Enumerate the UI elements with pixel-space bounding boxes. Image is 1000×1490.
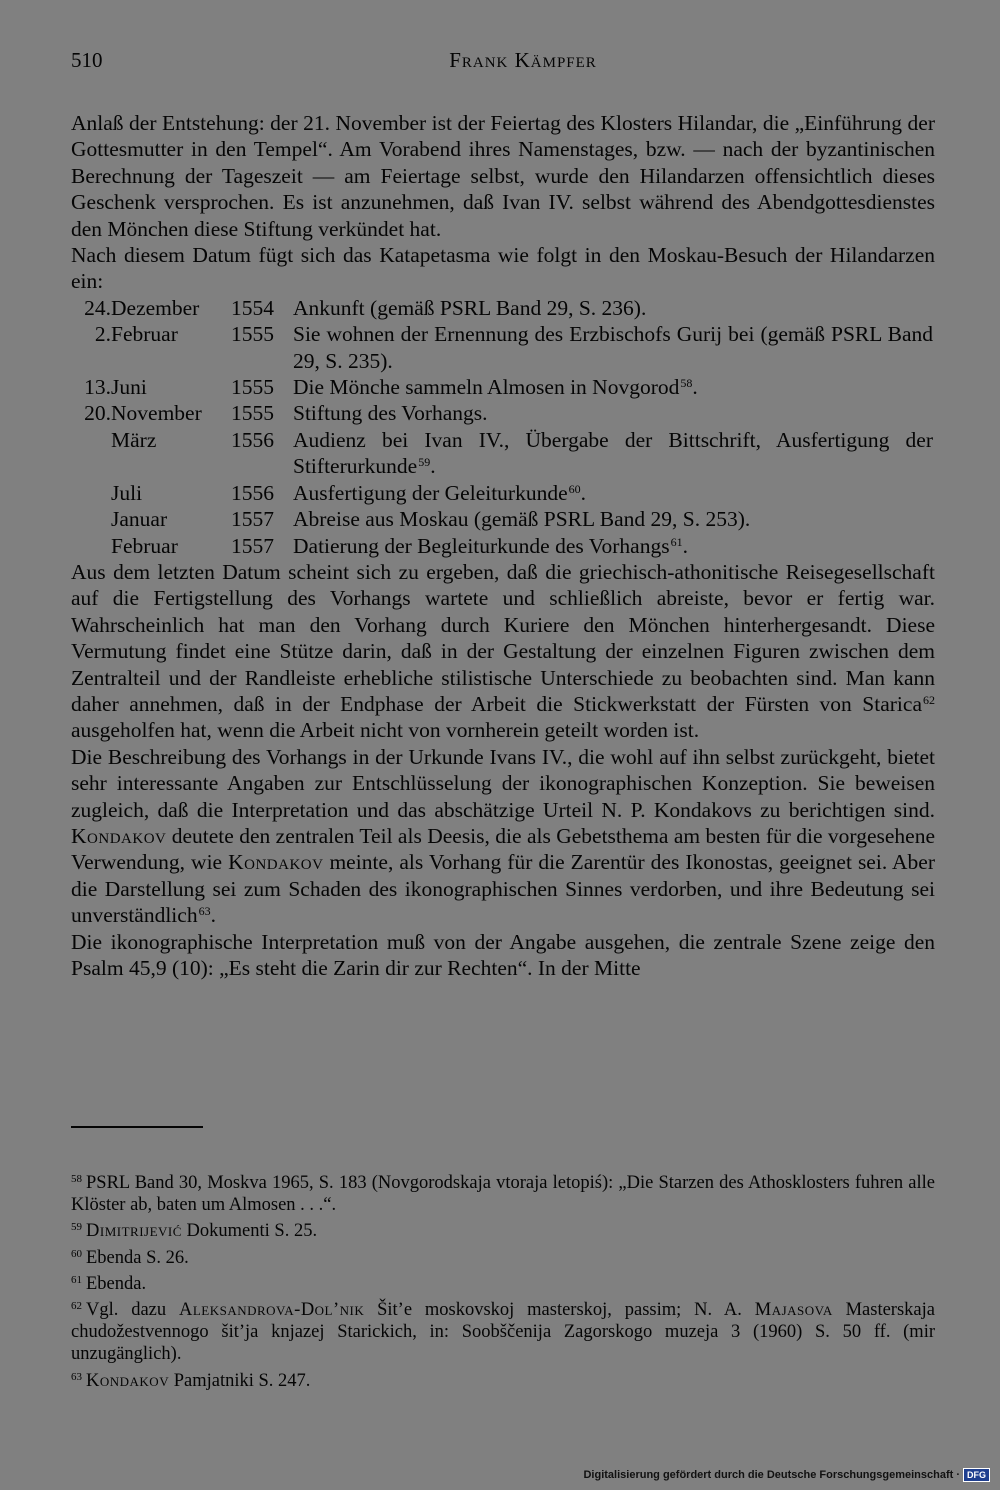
chronology-month: Juni bbox=[111, 375, 147, 400]
author-name: Kondakov bbox=[71, 823, 167, 848]
chronology-month: Januar bbox=[111, 507, 168, 532]
footnote-ref-58[interactable]: 58 bbox=[680, 376, 693, 391]
paragraph-4-text-cont: deutete den zentralen Teil als Deesis, die als Gebetsthema am besten für die vorgesehene Verwendung, wie bbox=[71, 823, 935, 875]
footnote-text: Ebenda. bbox=[86, 1273, 147, 1294]
footnote-ref-60[interactable]: 60 bbox=[568, 481, 581, 496]
chronology-year: 1557 bbox=[231, 507, 274, 532]
chronology-year: 1555 bbox=[231, 322, 274, 347]
chronology-table bbox=[71, 295, 933, 559]
footnote-text: Masterskaja chudožestvennogo šit’ja knjazej Starickich, in: Soobščenija Zagorskogo muzeja 3 (1960) S. 50 ff. (mir unzugänglich). bbox=[71, 1300, 935, 1365]
footnote-ref-61[interactable]: 61 bbox=[670, 534, 683, 549]
chronology-event bbox=[293, 506, 933, 532]
paragraph-4-text-cont: meinte, als Vorhang für die Zarentür des Ikonostas, geeignet sei. Aber die Darstellung sei zum Schaden des ikonographischen Sinnes verdorben, und ihre Bedeutung sei unverständlich bbox=[71, 850, 935, 928]
author-name: Kondakov bbox=[228, 850, 324, 875]
footnote-ref-59[interactable]: 59 bbox=[418, 455, 431, 470]
paragraph-2: Nach diesem Datum fügt sich das Katapetasma wie folgt in den Moskau-Besuch der Hilandarzen ein: bbox=[71, 243, 935, 294]
chronology-month: Juli bbox=[111, 480, 143, 505]
footnote-number: 59 bbox=[71, 1221, 82, 1234]
paragraph-3-text-cont: ausgeholfen hat, wenn die Arbeit nicht von vornherein geteilt worden ist. bbox=[71, 718, 700, 743]
chronology-year: 1556 bbox=[231, 480, 274, 505]
paragraph-3 bbox=[71, 559, 935, 744]
chronology-event-text: Datierung der Begleiturkunde des Vorhangs bbox=[293, 533, 670, 558]
chronology-event bbox=[293, 321, 933, 374]
footnote-62 bbox=[71, 1295, 935, 1366]
chronology-event-text: Stiftung des Vorhangs. bbox=[293, 401, 488, 426]
footnote-61 bbox=[71, 1269, 935, 1295]
footnote-separator bbox=[71, 1126, 203, 1128]
footnote-text: PSRL Band 30, Moskva 1965, S. 183 (Novgorodskaja vtoraja letopiś): „Die Starzen des Athosklosters fuhren alle Klöster ab, baten um Almosen . . .“. bbox=[71, 1173, 935, 1216]
chronology-row bbox=[71, 427, 933, 480]
paragraph-3-text: Aus dem letzten Datum scheint sich zu ergeben, daß die griechisch-athonitische Reisegesellschaft auf die Fertigstellung des Vorhangs wartete und schließlich abreiste, bevor er fertig war. Wahrscheinlich hat man den Vorhang durch Kuriere den Mönchen hinterhergesandt. Diese Vermutung findet eine Stütze darin, daß in der Gestaltung der einzelnen Figuren zwischen dem Zentralteil und der Randleiste erhebliche stilistische Unterschiede zu beobachten sind. Man kann daher annehmen, daß in der Endphase der Arbeit die Stickwerkstatt der Fürsten von Starica bbox=[71, 559, 935, 716]
chronology-event bbox=[293, 400, 933, 426]
chronology-event: Datierung der Begleiturkunde des Vorhangs$^{61}$. bbox=[293, 533, 688, 558]
chronology-year: 1555 bbox=[231, 375, 274, 400]
chronology-event: Audienz bei Ivan IV., Übergabe der Bittschrift, Ausfertigung der Stifterurkunde$^{59}$. bbox=[293, 427, 933, 479]
footnote-number: 60 bbox=[71, 1247, 82, 1260]
chronology-day: 20. bbox=[84, 401, 111, 426]
footnote-text: Dokumenti S. 25. bbox=[181, 1221, 318, 1242]
author-name: Dimitrijević bbox=[86, 1221, 182, 1242]
chronology-row bbox=[71, 506, 933, 532]
paragraph-1: Anlaß der Entstehung: der 21. November ist der Feiertag des Klosters Hilandar, die „Einführung der Gottesmutter in den Tempel“. Am Vorabend ihres Namenstages, bzw. — nach der byzantinischen Berechnung der Tageszeit — am Feiertage selbst, wurde den Hilandarzen offensichtlich dieses Geschenk versprochen. Es ist anzunehmen, daß Ivan IV. selbst während des Abendgottesdienstes den Mönchen diese Stiftung verkündet hat. bbox=[71, 111, 935, 241]
footnote-ref-63[interactable]: 63 bbox=[198, 904, 211, 919]
chronology-event-text: Die Mönche sammeln Almosen in Novgorod bbox=[293, 375, 680, 400]
chronology-event: Die Mönche sammeln Almosen in Novgorod$^{58}$. bbox=[293, 375, 698, 400]
chronology-event-text: Audienz bei Ivan IV., Übergabe der Bittschrift, Ausfertigung der Stifterurkunde bbox=[293, 427, 933, 479]
chronology-event bbox=[293, 295, 933, 321]
chronology-year: 1557 bbox=[231, 533, 274, 558]
author-name: Kondakov bbox=[86, 1370, 170, 1391]
author-name: Aleksandrova-Dol’nik bbox=[178, 1300, 365, 1321]
footnote-text: Šit’e moskovskoj masterskoj, passim; N. A. bbox=[364, 1300, 755, 1321]
chronology-row bbox=[71, 533, 933, 559]
chronology-day bbox=[71, 427, 111, 480]
chronology-day bbox=[71, 533, 111, 559]
running-head-author: Frank Kämpfer bbox=[449, 48, 597, 72]
chronology-year: 1556 bbox=[231, 427, 274, 452]
chronology-event-text: Ausfertigung der Geleiturkunde bbox=[293, 480, 568, 505]
chronology-row bbox=[71, 400, 933, 426]
chronology-event-text: Ankunft (gemäß PSRL Band 29, S. 236). bbox=[293, 295, 647, 320]
author-name: Majasova bbox=[754, 1300, 833, 1321]
chronology-event-text: Sie wohnen der Ernennung des Erzbischofs Gurij bei (gemäß PSRL Band 29, S. 235). bbox=[293, 322, 933, 373]
chronology-row bbox=[71, 321, 933, 374]
footnote-text: Ebenda S. 26. bbox=[86, 1247, 189, 1268]
chronology-month: Februar bbox=[111, 322, 178, 347]
footnote-number: 58 bbox=[71, 1173, 82, 1185]
chronology-day: 24. bbox=[84, 295, 111, 320]
footnotes bbox=[71, 1168, 935, 1392]
chronology-day: 2. bbox=[94, 322, 111, 347]
main-text bbox=[71, 110, 935, 981]
chronology-month: Februar bbox=[111, 533, 178, 558]
credit-text: Digitalisierung gefördert durch die Deutsche Forschungsgemeinschaft · bbox=[583, 1468, 960, 1481]
chronology-month: Dezember bbox=[111, 295, 200, 320]
chronology-month: März bbox=[111, 427, 157, 452]
chronology-month: November bbox=[111, 401, 202, 426]
chronology-row bbox=[71, 480, 933, 506]
chronology-day bbox=[71, 506, 111, 532]
footnote-number: 62 bbox=[71, 1300, 82, 1313]
footnote-text: Pamjatniki S. 247. bbox=[169, 1370, 311, 1391]
footnote-number: 63 bbox=[71, 1370, 82, 1383]
footnote-text: Vgl. dazu bbox=[86, 1300, 179, 1321]
paragraph-4 bbox=[71, 744, 935, 929]
footnote-63 bbox=[71, 1366, 935, 1392]
chronology-year: 1555 bbox=[231, 401, 274, 426]
chronology-row bbox=[71, 374, 933, 400]
chronology-year: 1554 bbox=[231, 295, 274, 320]
chronology-day bbox=[71, 480, 111, 506]
page-number: 510 bbox=[71, 48, 103, 72]
running-header bbox=[71, 48, 935, 80]
footnote-59 bbox=[71, 1216, 935, 1242]
digitization-credit bbox=[490, 1468, 990, 1482]
footnote-58 bbox=[71, 1168, 935, 1216]
paragraph-4-text: Die Beschreibung des Vorhangs in der Urkunde Ivans IV., die wohl auf ihn selbst zurückgeht, bietet sehr interessante Angaben zur Entschlüsselung der ikonographischen Konzeption. Sie beweisen zugleich, daß die Interpretation und das abschätzige Urteil N. P. Kondakovs zu berichtigen sind. bbox=[71, 744, 935, 822]
chronology-event: Ausfertigung der Geleiturkunde$^{60}$. bbox=[293, 480, 587, 505]
footnote-number: 61 bbox=[71, 1273, 82, 1286]
paragraph-5: Die ikonographische Interpretation muß von der Angabe ausgehen, die zentrale Szene zeige den Psalm 45,9 (10): „Es steht die Zarin dir zur Rechten“. In der Mitte bbox=[71, 929, 935, 980]
chronology-row bbox=[71, 295, 933, 321]
chronology-day: 13. bbox=[84, 375, 111, 400]
footnote-ref-62[interactable]: 62 bbox=[923, 692, 935, 707]
paragraph-4-end: . bbox=[210, 903, 216, 928]
footnote-60 bbox=[71, 1243, 935, 1269]
dfg-logo[interactable]: DFG bbox=[963, 1468, 990, 1482]
chronology-event-text: Abreise aus Moskau (gemäß PSRL Band 29, S. 253). bbox=[293, 507, 751, 532]
